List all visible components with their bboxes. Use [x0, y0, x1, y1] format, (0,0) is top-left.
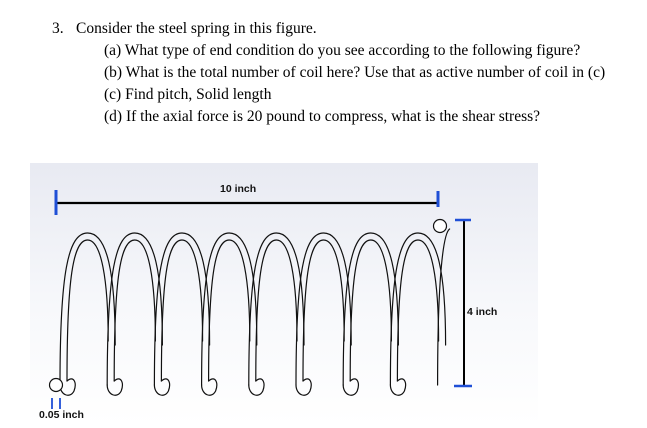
height-label: 4 inch	[467, 306, 498, 318]
wire-end-top	[434, 220, 447, 233]
question-number: 3.	[52, 20, 64, 37]
spring-figure	[30, 163, 538, 425]
wire-label: 0.05 inch	[39, 409, 84, 421]
question-part-d: (d) If the axial force is 20 pound to compress, what is the shear stress?	[104, 108, 541, 125]
question-part-b: (b) What is the total number of coil here? Use that as active number of coil in (c)	[104, 64, 606, 81]
question-part-a: (a) What type of end condition do you see according to the following figure?	[104, 42, 581, 59]
length-label: 10 inch	[220, 183, 257, 195]
wire-end-bottom	[50, 379, 63, 392]
question-part-c: (c) Find pitch, Solid length	[104, 86, 272, 103]
question-stem: Consider the steel spring in this figure.	[76, 20, 317, 37]
